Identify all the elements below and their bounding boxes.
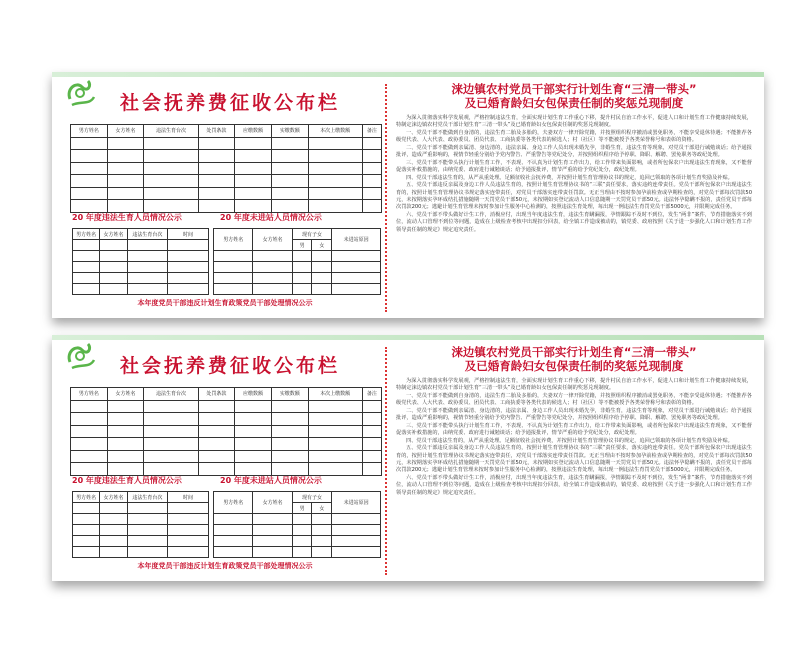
table-row <box>73 273 209 284</box>
table-header-row <box>73 492 209 503</box>
col-amount-this-time: 本次上缴数额 <box>308 125 362 138</box>
col-amount-paid: 实缴数额 <box>271 125 308 138</box>
col-penalty-clause: 处罚条款 <box>198 125 235 138</box>
col-husband-name: 男方姓名 <box>214 229 253 251</box>
col-amount-paid: 实缴数额 <box>271 388 308 401</box>
not-checked-table <box>213 228 381 295</box>
col-wife-name: 女方姓名 <box>107 388 144 401</box>
col-male: 男 <box>292 503 312 514</box>
cadre-violation-footer: 本年度党员干部违反计划生育政策党员干部处理情况公示 <box>137 299 313 307</box>
col-penalty-clause: 处罚条款 <box>198 388 235 401</box>
table-row <box>71 438 382 451</box>
col-female: 女 <box>312 240 332 251</box>
table-row <box>214 547 381 558</box>
col-reason: 未进站原因 <box>332 229 381 251</box>
table-row <box>73 262 209 273</box>
col-birth-order: 违法生育台次 <box>144 388 198 401</box>
not-checked-subtitle: 20 年度未进站人员情况公示 <box>220 213 322 222</box>
table-row <box>214 514 381 525</box>
table-header-row <box>71 388 382 401</box>
col-husband-name: 男方姓名 <box>71 388 108 401</box>
table-row <box>71 187 382 200</box>
policy-title-line2: 及已婚育龄妇女包保责任制的奖惩兑现制度 <box>464 96 684 110</box>
policy-paragraph: 二、党员干部不能做到亲属清、身边清的，违法亲属、身边工作人员出现未婚先孕，非婚生育，违法生育等现象，对党员干部进行诫勉谈话；给予通报批评，造成严重影响的，视情节轻重分别给予党内警告、严重警告等党纪处分，并按照组织程序给予停职、降职、解聘、罢免职务等政纪处理。 <box>396 407 752 422</box>
col-male: 男 <box>292 240 312 251</box>
fee-notice-section <box>70 72 380 318</box>
col-wife-name: 女方姓名 <box>253 492 292 514</box>
col-birth-order: 违法生育台次 <box>144 125 198 138</box>
table-row <box>73 503 209 514</box>
table-header-row <box>71 125 382 138</box>
policy-body <box>396 115 752 234</box>
table-header-row <box>73 229 209 240</box>
reward-policy-section <box>396 82 752 314</box>
notice-board-top <box>52 72 764 318</box>
fee-collection-table <box>70 387 382 476</box>
policy-paragraph: 五、党员干部违反亲属及身边工作人员违法生育的，按照计划生育管理协议书的“三联”责任要求，落实违约连带责任。党员干部所包保农户出现违法生育的，按照计划生育管理协议书规定落实连带责任，对党员干部落实连带责任罚款。无正当理由不按时参加孕前检查或孕期检查的，对党员干部每次罚款50元，未按期落实孕环成结扎措施随期一天罚党员干部50元，未按期如实登记流动人口信息随期一天罚党员干部50元。违法怀孕隐瞒不报的，责任党员干部每次罚款200元；逃避计划生育管理未按时参加计生服务中心检测的，按照违法生育处理，每出现一例违法生育罚党员干部5000元，并限期完成任务。 <box>396 182 752 211</box>
table-row <box>214 284 381 295</box>
col-remarks: 备注 <box>362 125 381 138</box>
policy-paragraph: 五、党员干部违反亲属及身边工作人员违法生育的，按照计划生育管理协议书的“三联”责任要求，落实违约连带责任。党员干部所包保农户出现违法生育的，按照计划生育管理协议书规定落实连带责任，对党员干部落实连带责任罚款。无正当理由不按时参加孕前检查或孕期检查的，对党员干部每次罚款50元，未按期落实孕环成结扎措施随期一天罚党员干部50元，未按期如实登记流动人口信息随期一天罚党员干部50元。违法怀孕隐瞒不报的，责任党员干部每次罚款200元；逃避计划生育管理未按时参加计生服务中心检测的，按照违法生育处理，每出现一例违法生育罚党员干部5000元，并限期完成任务。 <box>396 445 752 474</box>
policy-paragraph: 六、党员干部不带头做好计生工作，消极应付，出现当年度违法生育，违法生育瞒漏报，孕情跟踪不及时不到位，发生“两非”案件，节育措施落实不到位，流动人口管理不到位等问题，造成在上级检查考核中出现扣分回表，给全镇工作造成被动的，镇党委、政府按照《关于进一步强化人口和计划生育工作领导责任制的规定》规定追究责任。 <box>396 211 752 233</box>
policy-paragraph: 四、党员干部违法生育的，从严从重处理。足额征收社会抚养费，并按照计划生育管理协议书的规定，追回已领取的各项计划生育奖励及补贴。 <box>406 174 733 181</box>
table-row <box>71 450 382 463</box>
table-row <box>71 413 382 426</box>
policy-paragraph: 一、党员干部不能做到自身清的，违法生育二胎及多胎的，夫妻双方一律开除党籍，并按照组织程序撤消或罢免职务，不能享受退休待遇；不能推荐各级党代表、人大代表、政协委员、团员代表、工商执委等各类代表的候选人；村（社区）等不能被授予各类荣誉称号和表彰的资格。 <box>396 129 752 144</box>
fee-collection-table <box>70 124 382 213</box>
table-row <box>214 273 381 284</box>
col-husband-name: 男方姓名 <box>73 229 100 240</box>
col-husband-name: 男方姓名 <box>73 492 100 503</box>
dotted-divider <box>385 84 387 312</box>
table-row <box>73 514 209 525</box>
cadre-violation-footer: 本年度党员干部违反计划生育政策党员干部处理情况公示 <box>137 562 313 570</box>
table-row <box>71 175 382 188</box>
table-row <box>71 137 382 150</box>
policy-paragraph: 为深入贯彻落实科学发展观，严格控制违法生育，全面实现计划生育工作重心下移，提升村民自治工作水平，促进人口和计划生育工作健康持续发展，特制定涞边镇农村党员干部计划生育“三清一带头”及已婚育龄妇女包保责任制的奖惩兑现制度。 <box>396 378 752 392</box>
policy-paragraph: 四、党员干部违法生育的，从严从重处理。足额征收社会抚养费，并按照计划生育管理协议书的规定，追回已领取的各项计划生育奖励及补贴。 <box>406 437 733 444</box>
table-row <box>71 162 382 175</box>
table-row <box>73 284 209 295</box>
policy-paragraph: 为深入贯彻落实科学发展观，严格控制违法生育，全面实现计划生育工作重心下移，提升村民自治工作水平，促进人口和计划生育工作健康持续发展，特制定涞边镇农村党员干部计划生育“三清一带头”及已婚育龄妇女包保责任制的奖惩兑现制度。 <box>396 115 752 129</box>
table-row <box>73 251 209 262</box>
policy-body <box>396 378 752 497</box>
table-row <box>214 262 381 273</box>
col-wife-name: 女方姓名 <box>253 229 292 251</box>
table-header-row <box>214 492 381 503</box>
table-row <box>73 547 209 558</box>
col-amount-due: 应缴数额 <box>235 388 272 401</box>
col-amount-this-time: 本次上缴数额 <box>308 388 362 401</box>
dotted-divider <box>385 347 387 575</box>
illegal-birth-table <box>72 228 209 295</box>
policy-paragraph: 三、党员干部不能带头执行计划生育工作，不表现、不认真为计划生育工作出力，给工作带来负面影响，或者所包保农户出现违法生育现象，又不能督促落实补救措施的，由纳党委、政府进行诫勉谈话；给予通报批评，情节严重的给予党纪处分，政纪处理。 <box>396 422 752 437</box>
col-wife-name: 女方姓名 <box>100 492 127 503</box>
table-row <box>71 400 382 413</box>
policy-title-line1: 涞边镇农村党员干部实行计划生育“三清一带头” <box>451 345 697 359</box>
reward-policy-section <box>396 345 752 577</box>
table-row <box>71 425 382 438</box>
col-female: 女 <box>312 503 332 514</box>
col-wife-name: 女方姓名 <box>100 229 127 240</box>
col-remarks: 备注 <box>362 388 381 401</box>
policy-paragraph: 一、党员干部不能做到自身清的，违法生育二胎及多胎的，夫妻双方一律开除党籍，并按照组织程序撤消或罢免职务，不能享受退休待遇；不能推荐各级党代表、人大代表、政协委员、团员代表、工商执委等各类代表的候选人；村（社区）等不能被授予各类荣誉称号和表彰的资格。 <box>396 392 752 407</box>
col-husband-name: 男方姓名 <box>71 125 108 138</box>
illegal-birth-subtitle: 20 年度违法生育人员情况公示 <box>72 213 182 222</box>
col-time: 时间 <box>168 229 209 240</box>
table-row <box>73 536 209 547</box>
policy-title-line2: 及已婚育龄妇女包保责任制的奖惩兑现制度 <box>464 359 684 373</box>
col-children: 现有子女 <box>292 492 331 503</box>
fee-notice-title: 社会抚养费征收公布栏 <box>120 355 341 377</box>
policy-title-line1: 涞边镇农村党员干部实行计划生育“三清一带头” <box>451 82 697 96</box>
col-reason: 未进站原因 <box>332 492 381 514</box>
policy-paragraph: 三、党员干部不能带头执行计划生育工作，不表现、不认真为计划生育工作出力，给工作带来负面影响，或者所包保农户出现违法生育现象，又不能督促落实补救措施的，由纳党委、政府进行诫勉谈话；给予通报批评，情节严重的给予党纪处分，政纪处理。 <box>396 159 752 174</box>
table-header-row <box>214 229 381 240</box>
table-row <box>73 525 209 536</box>
col-birth-order: 违法生育台次 <box>127 229 167 240</box>
table-row <box>214 536 381 547</box>
policy-paragraph: 六、党员干部不带头做好计生工作，消极应付，出现当年度违法生育，违法生育瞒漏报，孕情跟踪不及时不到位，发生“两非”案件，节育措施落实不到位，流动人口管理不到位等问题，造成在上级检查考核中出现扣分回表，给全镇工作造成被动的，镇党委、政府按照《关于进一步强化人口和计划生育工作领导责任制的规定》规定追究责任。 <box>396 474 752 496</box>
fee-notice-section <box>70 335 380 581</box>
illegal-birth-table <box>72 491 209 558</box>
col-birth-order: 违法生育台次 <box>127 492 167 503</box>
table-row <box>214 251 381 262</box>
illegal-birth-subtitle: 20 年度违法生育人员情况公示 <box>72 476 182 485</box>
table-row <box>214 525 381 536</box>
not-checked-table <box>213 491 381 558</box>
fee-notice-title: 社会抚养费征收公布栏 <box>120 92 341 114</box>
table-row <box>73 240 209 251</box>
notice-board-bottom <box>52 335 764 581</box>
table-row <box>71 463 382 476</box>
col-amount-due: 应缴数额 <box>235 125 272 138</box>
table-row <box>71 150 382 163</box>
policy-paragraph: 二、党员干部不能做到亲属清、身边清的，违法亲属、身边工作人员出现未婚先孕，非婚生育，违法生育等现象，对党员干部进行诫勉谈话；给予通报批评，造成严重影响的，视情节轻重分别给予党内警告、严重警告等党纪处分，并按照组织程序给予停职、降职、解聘、罢免职务等政纪处理。 <box>396 144 752 159</box>
col-wife-name: 女方姓名 <box>107 125 144 138</box>
table-row <box>71 200 382 213</box>
col-husband-name: 男方姓名 <box>214 492 253 514</box>
col-time: 时间 <box>168 492 209 503</box>
col-children: 现有子女 <box>292 229 331 240</box>
not-checked-subtitle: 20 年度未进站人员情况公示 <box>220 476 322 485</box>
